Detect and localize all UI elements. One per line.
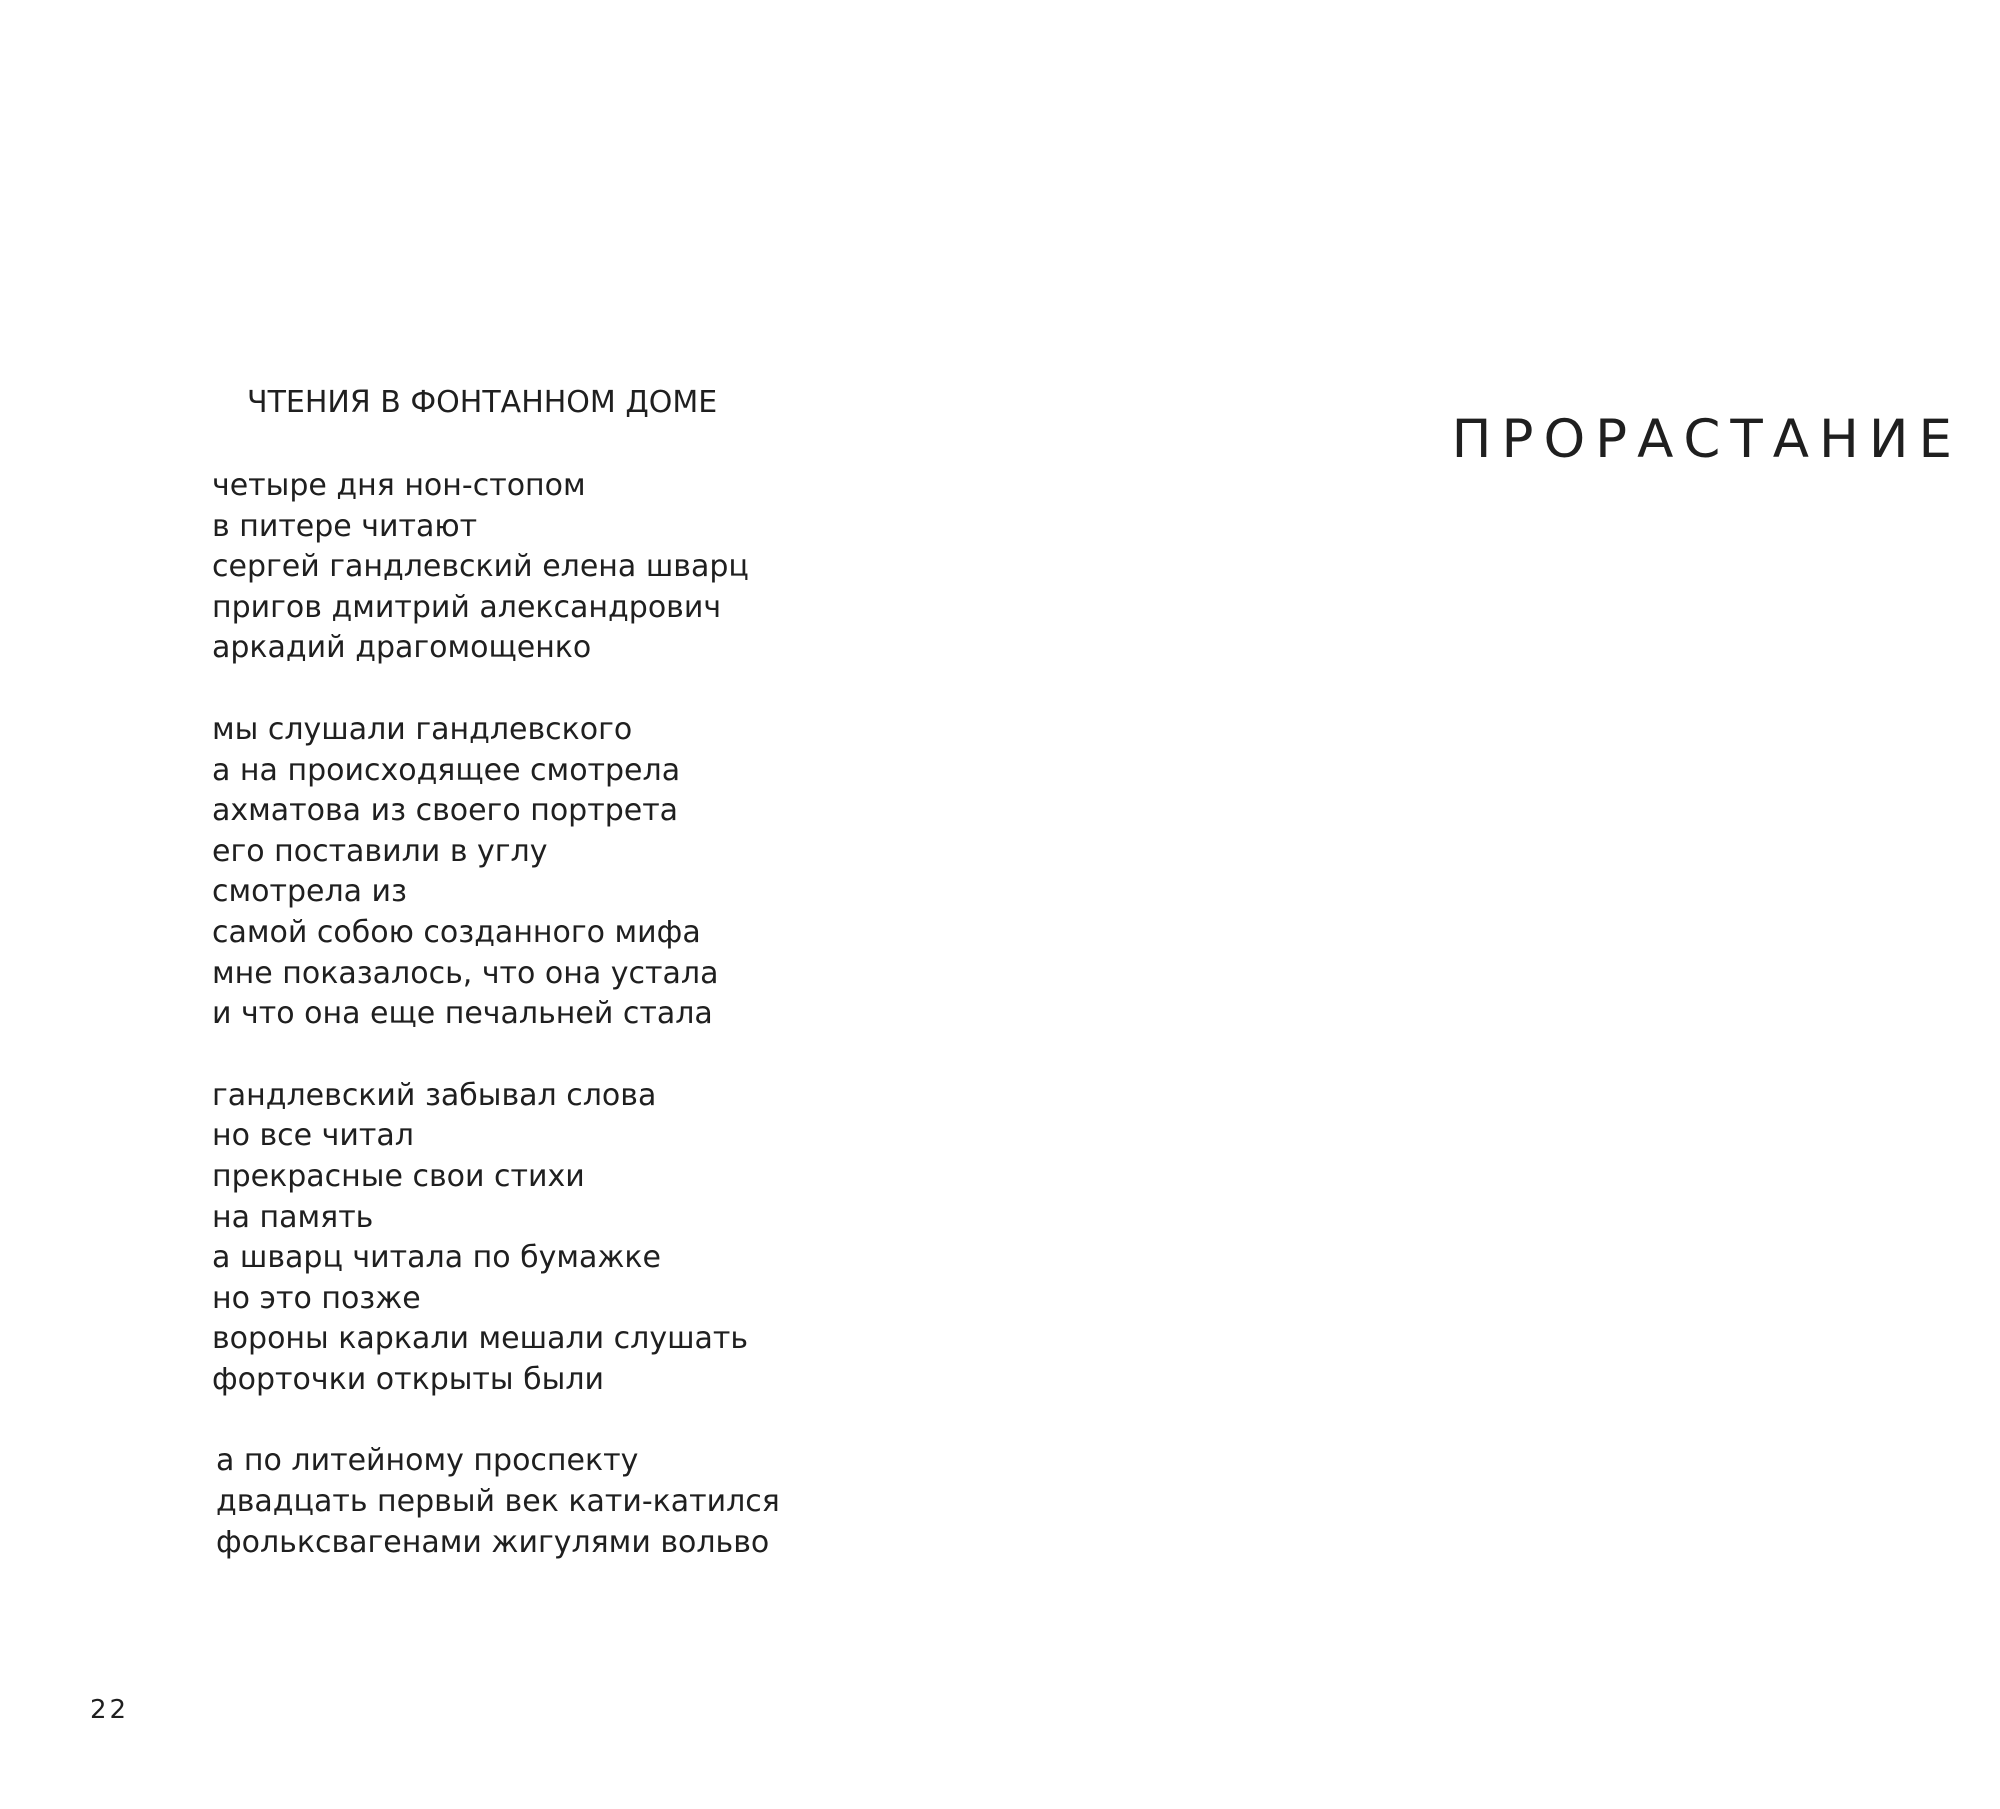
verse-line: и что она еще печальней стала — [212, 996, 713, 1032]
verse-line: мы слушали гандлевского — [212, 711, 633, 747]
verse-line: пригов дмитрий александрович — [212, 589, 722, 625]
stanza-2 — [212, 710, 772, 1035]
verse-line: аркадий драгомощенко — [212, 630, 592, 666]
page-number: 22 — [90, 1695, 130, 1725]
poem-body — [212, 466, 780, 1604]
stanza-3 — [212, 1076, 772, 1401]
right-page — [1000, 0, 2000, 1809]
verse-line: а шварц читала по бумажке — [212, 1240, 661, 1276]
stanza-1 — [212, 466, 772, 669]
poem-title: ЧТЕНИЯ В ФОНТАННОМ ДОМЕ — [247, 385, 718, 420]
verse-line: двадцать первый век кати-катился — [216, 1484, 780, 1520]
verse-line: четыре дня нон-стопом — [212, 468, 586, 503]
section-title: ПРОРАСТАНИЕ — [1451, 409, 1962, 470]
verse-line: вороны каркали мешали слушать — [212, 1321, 749, 1357]
verse-line: в питере читают — [212, 508, 478, 544]
verse-line: ахматова из своего портрета — [212, 793, 679, 829]
verse-line: гандлевский забывал слова — [212, 1077, 657, 1113]
verse-line: его поставили в углу — [212, 833, 548, 869]
verse-line: а на происходящее смотрела — [212, 752, 681, 788]
verse-line: самой собою созданного мифа — [212, 914, 701, 950]
stanza-4 — [216, 1441, 780, 1563]
verse-line: а по литейному проспекту — [216, 1443, 639, 1479]
verse-line: мне показалось, что она устала — [212, 955, 719, 991]
verse-line: прекрасные свои стихи — [212, 1158, 585, 1194]
verse-line: фольксвагенами жигулями вольво — [216, 1524, 770, 1560]
verse-line: но это позже — [212, 1280, 421, 1316]
verse-line: но все читал — [212, 1118, 414, 1154]
verse-line: форточки открыты были — [212, 1361, 604, 1397]
verse-line: смотрела из — [212, 874, 407, 910]
verse-line: на память — [212, 1199, 374, 1235]
verse-line: сергей гандлевский елена шварц — [212, 549, 749, 585]
